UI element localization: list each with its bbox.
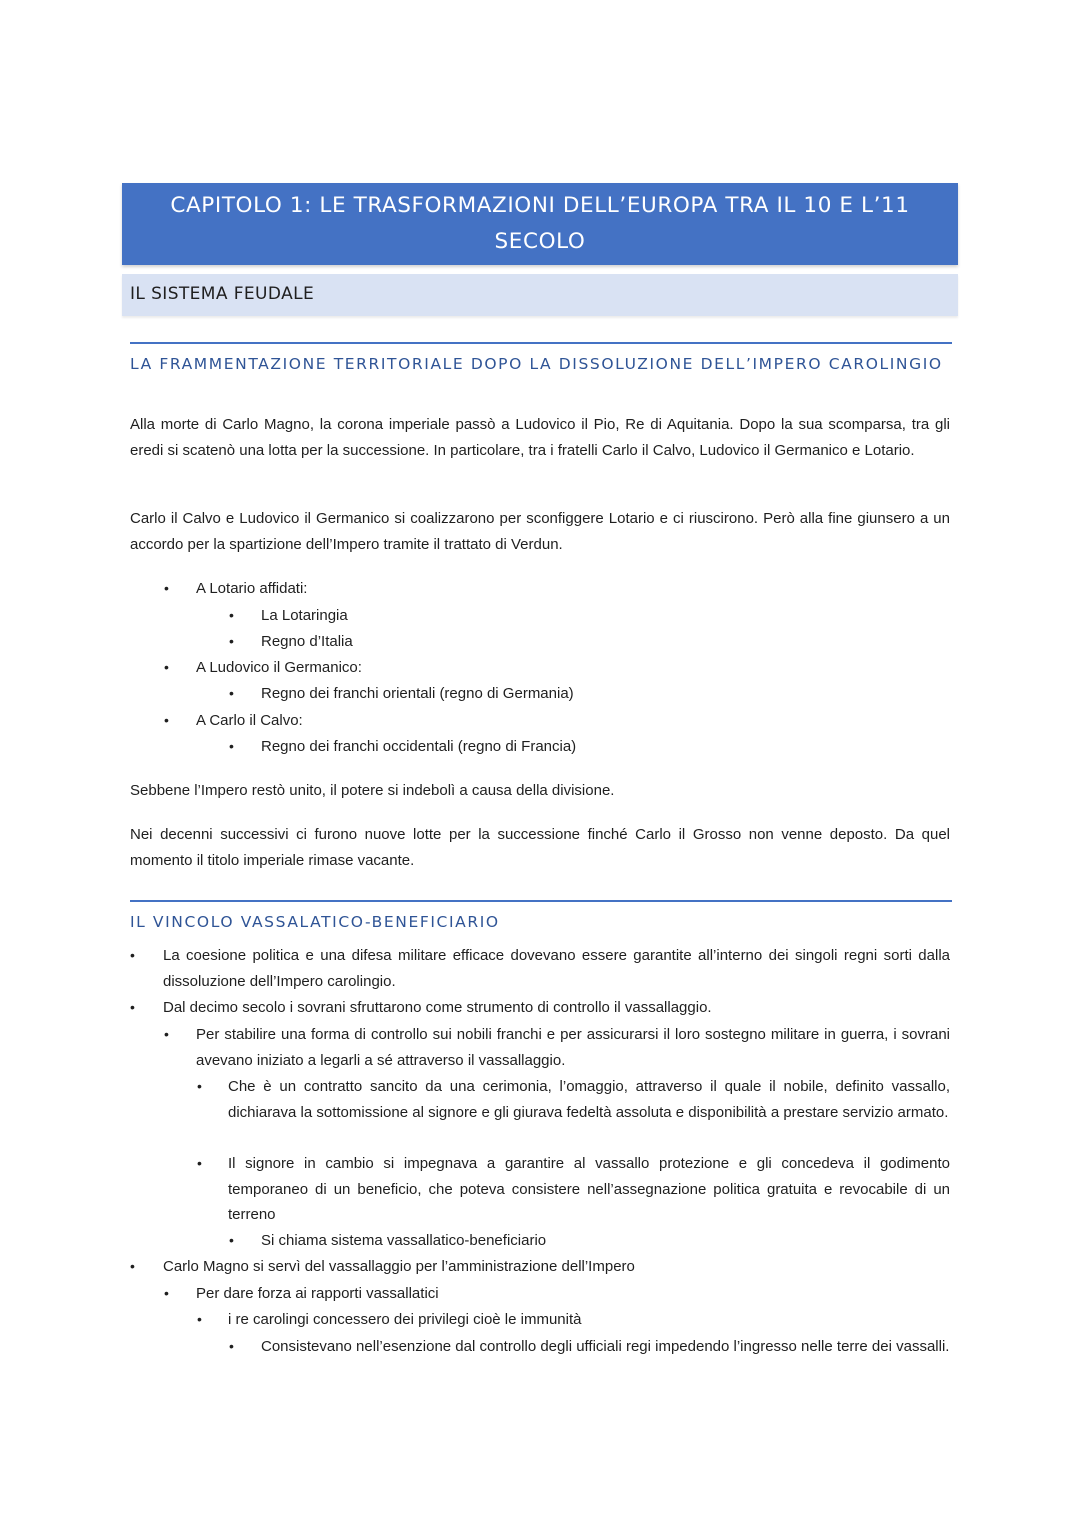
list-item: • A Ludovico il Germanico: [164,655,950,681]
section-heading [122,274,958,316]
bullet-icon: • [130,999,135,1015]
bullet-icon: • [229,607,234,623]
subsection-heading-vincolo [130,900,952,936]
bullet-icon: • [130,947,135,963]
list-item: • Carlo Magno si servì del vassallaggio per l’amministrazione dell’Impero [130,1254,950,1280]
subsection-heading-frammentazione [130,342,952,378]
list-item: • Per stabilire una forma di controllo sui nobili franchi e per assicurarsi il loro sostegno militare in guerra, i sovrani avevano iniziato a legarli a sé attraverso il vassallaggio. [164,1022,950,1073]
list-item: • Che è un contratto sancito da una cerimonia, l’omaggio, attraverso il quale il nobile, definito vassallo, dichiarava la sottomissione al signore e gli giurava fedeltà assoluta e disponibilità a prestare servizio armato. [197,1074,950,1125]
bullet-icon: • [164,1026,169,1042]
bullet-icon: • [197,1155,202,1171]
bullet-icon: • [164,712,169,728]
bullet-icon: • [229,685,234,701]
bullet-icon: • [197,1311,202,1327]
bullet-icon: • [229,633,234,649]
bullet-icon: • [130,1258,135,1274]
bullet-icon: • [229,1338,234,1354]
list-item: • Regno dei franchi occidentali (regno di Francia) [229,734,950,760]
bullet-icon: • [164,580,169,596]
bullet-icon: • [229,738,234,754]
paragraph: Sebbene l’Impero restò unito, il potere si indebolì a causa della divisione. [130,782,615,799]
list-item: • A Lotario affidati: [164,576,950,602]
bullet-icon: • [164,1285,169,1301]
bullet-icon: • [197,1078,202,1094]
list-item: • Si chiama sistema vassallatico-beneficiario [229,1228,950,1254]
paragraph: Alla morte di Carlo Magno, la corona imperiale passò a Ludovico il Pio, Re di Aquitania. Dopo la sua scomparsa, tra gli eredi si scatenò una lotta per la successione. In particolare, tra i fratelli Carlo il Calvo, Ludovico il Germanico e Lotario. [130,416,950,459]
bullet-icon: • [164,659,169,675]
list-item: • La Lotaringia [229,603,950,629]
list-item: • Consistevano nell’esenzione dal controllo degli ufficiali regi impedendo l’ingresso nelle terre dei vassalli. [229,1334,950,1360]
bullet-icon: • [229,1232,234,1248]
list-item: • Dal decimo secolo i sovrani sfruttarono come strumento di controllo il vassallaggio. [130,995,950,1021]
list-item: • i re carolingi concessero dei privilegi cioè le immunità [197,1307,950,1333]
list-item: • La coesione politica e una difesa militare efficace dovevano essere garantite all’interno dei singoli regni sorti dalla dissoluzione dell’Impero carolingio. [130,943,950,994]
list-item: • Regno dei franchi orientali (regno di Germania) [229,681,950,707]
subsection-title: LA FRAMMENTAZIONE TERRITORIALE DOPO LA DISSOLUZIONE DELL’IMPERO CAROLINGIO [130,355,943,373]
section-title: IL SISTEMA FEUDALE [130,284,315,304]
list-item: • Il signore in cambio si impegnava a garantire al vassallo protezione e gli concedeva il godimento temporaneo di un beneficio, che poteva consistere nell’assegnazione politica gratuita e revocabile di un terreno [197,1151,950,1228]
paragraph: Nei decenni successivi ci furono nuove lotte per la successione finché Carlo il Grosso non venne deposto. Da quel momento il titolo imperiale rimase vacante. [130,826,950,869]
list-item: • Per dare forza ai rapporti vassallatici [164,1281,950,1307]
subsection-title: IL VINCOLO VASSALATICO-BENEFICIARIO [130,913,500,931]
chapter-title: CAPITOLO 1: LE TRASFORMAZIONI DELL’EUROPA TRA IL 10 E L’11 SECOLO [170,193,910,254]
chapter-heading [122,183,958,265]
list-item: • A Carlo il Calvo: [164,708,950,734]
paragraph: Carlo il Calvo e Ludovico il Germanico si coalizzarono per sconfiggere Lotario e ci riuscirono. Però alla fine giunsero a un accordo per la spartizione dell’Impero tramite il trattato di Verdun. [130,510,950,553]
list-item: • Regno d’Italia [229,629,950,655]
